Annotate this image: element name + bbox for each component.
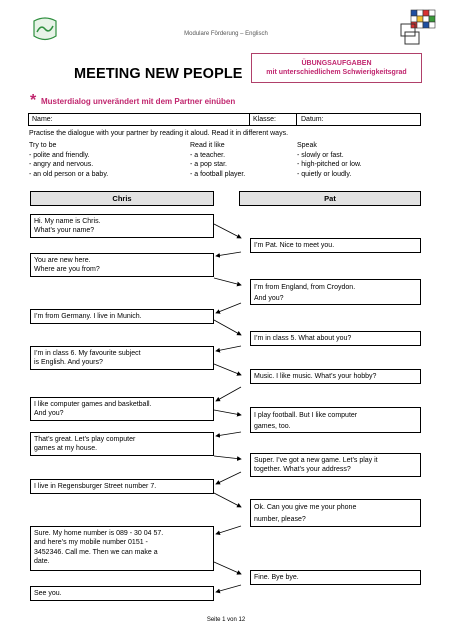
bubble-line: I’m Pat. Nice to meet you. [254, 242, 335, 249]
instruction-text: Musterdialog unverändert mit dem Partner einüben [41, 97, 236, 106]
column-line: - a pop star. [190, 161, 227, 169]
bubble-line: date. [34, 558, 50, 566]
dialogue-line-chris [30, 309, 214, 324]
bubble-line: and here’s my mobile number 0151 - [34, 539, 148, 547]
bubble-line: I play football. But I like computer [254, 412, 358, 419]
bubble-line: games at my house. [34, 445, 98, 453]
badge-line-1: ÜBUNGSAUFGABEN [301, 60, 372, 67]
dialogue-line-pat [250, 407, 421, 433]
bubble-line: I’m in class 5. What about you? [254, 335, 352, 342]
bubble-line: is English. And yours? [34, 359, 103, 367]
column-line: Read it like [190, 142, 225, 149]
bubble-line: Where are you from? [34, 266, 100, 274]
dialogue-line-chris [30, 526, 214, 571]
bubble-line: You are new here. [34, 257, 91, 264]
dialogue-line-pat [250, 331, 421, 346]
bubble-line: I like computer games and basketball. [34, 401, 152, 408]
speaker-pat: Pat [239, 191, 421, 206]
bubble-line: I’m in class 6. My favourite subject [34, 350, 141, 357]
dialogue-line-pat [250, 499, 421, 527]
bubble-line: Fine. Bye bye. [254, 574, 299, 581]
bubble-line: I live in Regensburger Street number 7. [34, 483, 157, 490]
bubble-line: I’m from England, from Croydon. [254, 284, 356, 291]
column-line: - slowly or fast. [297, 151, 344, 159]
bubble-line: I’m from Germany. I live in Munich. [34, 313, 142, 320]
bubble-line: number, please? [254, 516, 306, 523]
dialogue-line-pat [250, 279, 421, 305]
page-title: MEETING NEW PEOPLE [74, 66, 243, 82]
dialogue-line-pat [250, 369, 421, 384]
column-line: Try to be [29, 142, 57, 149]
column-line: - angry and nervous. [29, 161, 94, 169]
bubble-line: together. What’s your address? [254, 466, 351, 474]
column-line: - high-pitched or low. [297, 161, 362, 169]
name-label: Name: [32, 116, 53, 123]
star-marker: * [30, 92, 37, 109]
header-subject: Modulare Förderung – Englisch [184, 31, 268, 37]
bubble-line: Hi. My name is Chris. [34, 218, 101, 225]
column-line: - an old person or a baby. [29, 170, 109, 178]
practise-instruction: Practise the dialogue with your partner by reading it aloud. Read it in different ways. [29, 130, 289, 137]
bubble-line: See you. [34, 590, 62, 597]
dialogue-line-pat [250, 453, 421, 477]
speaker-chris: Chris [30, 191, 214, 206]
dialogue-line-pat [250, 570, 421, 585]
bubble-line: What’s your name? [34, 227, 95, 235]
column-line: - polite and friendly. [29, 151, 90, 159]
dialogue-line-chris [30, 253, 214, 277]
bubble-line: Super. I’ve got a new game. Let’s play it [254, 457, 378, 464]
dialogue-line-chris [30, 586, 214, 601]
dialogue-line-chris [30, 479, 214, 494]
column-line: Speak [297, 142, 317, 149]
page-number: Seite 1 von 12 [206, 617, 246, 623]
bubble-line: games, too. [254, 423, 291, 430]
bubble-line: 3452346. Call me. Then we can make a [34, 548, 158, 556]
bubble-line: That’s great. Let’s play computer [34, 436, 136, 443]
column-line: - a football player. [190, 170, 246, 178]
bubble-line: Music. I like music. What’s your hobby? [254, 373, 377, 380]
column-line: - quietly or loudly. [297, 170, 352, 178]
column-line: - a teacher. [190, 151, 226, 159]
badge-line-2: mit unterschiedlichem Schwierigkeitsgrad [266, 69, 407, 76]
date-label: Datum: [301, 116, 324, 123]
dialogue-line-chris [30, 346, 214, 370]
dialogue-line-chris [30, 214, 214, 238]
bubble-line: And you? [34, 410, 64, 418]
class-label: Klasse: [253, 116, 276, 123]
dialogue-line-chris [30, 397, 214, 421]
bubble-line: Sure. My home number is 089 - 30 04 57. [34, 530, 164, 537]
dialogue-line-pat [250, 238, 421, 253]
bubble-line: And you? [254, 295, 284, 302]
dialogue-line-chris [30, 432, 214, 456]
bubble-line: Ok. Can you give me your phone [254, 504, 357, 511]
